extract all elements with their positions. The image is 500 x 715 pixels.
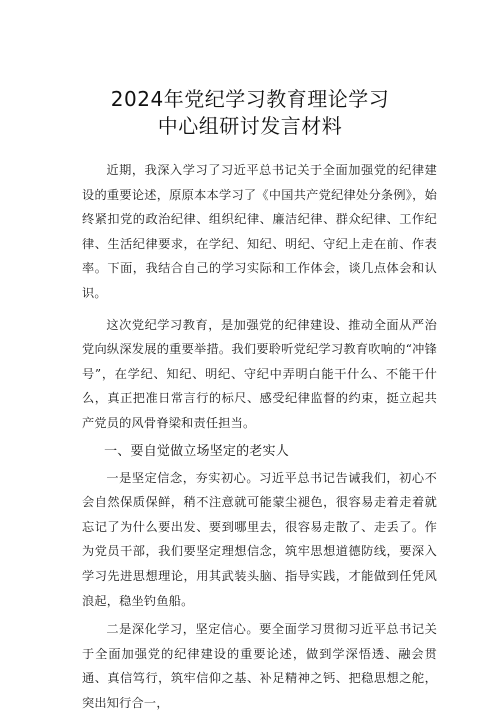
intro-paragraph-2: 这次党纪学习教育，是加强党的纪律建设、推动全面从严治党向纵深发展的重要举措。我们要聆听党纪学习教育吹响的“冲锋号”，在学纪、知纪、明纪、守纪中弄明白能干什么、不能干什么，真正把准日常言行的标尺、感受纪律监督的约束，挺立起共产党员的风骨脊梁和责任担当。 — [82, 317, 437, 430]
document-title-line1: 2024年党纪学习教育理论学习 — [110, 87, 390, 111]
section-paragraph-1: 一是坚定信念，夯实初心。习近平总书记告诫我们，初心不会自然保质保鲜，稍不注意就可能蒙尘褪色，很容易走着走着就忘记了为什么要出发、要到哪里去，很容易走散了、走丢了。作为党员干部，我们要坚定理想信念，筑牢思想道德防线，要深入学习先进思想理论，用其武装头脑、指导实践，才能做到任凭风浪起，稳坐钓鱼船。 — [82, 470, 437, 608]
section-heading-1: 一、要自觉做立场坚定的老实人 — [104, 443, 289, 459]
document-body — [82, 158, 437, 715]
intro-paragraph-1: 近期，我深入学习了习近平总书记关于全面加强党的纪律建设的重要论述，原原本本学习了《中国共产党纪律处分条例》，始终紧扣党的政治纪律、组织纪律、廉洁纪律、群众纪律、工作纪律、生活纪律要求，在学纪、知纪、明纪、守纪上走在前、作表率。下面，我结合自己的学习实际和工作体会，谈几点体会和认识。 — [82, 163, 437, 300]
document-title-line2: 中心组研讨发言材料 — [157, 114, 343, 138]
section-paragraph-2: 二是深化学习，坚定信心。要全面学习贯彻习近平总书记关于全面加强党的纪律建设的重要论述，做到学深悟透、融会贯通、真信笃行，筑牢信仰之基、补足精神之钙、把稳思想之舵，突出知行合一， — [82, 622, 437, 710]
